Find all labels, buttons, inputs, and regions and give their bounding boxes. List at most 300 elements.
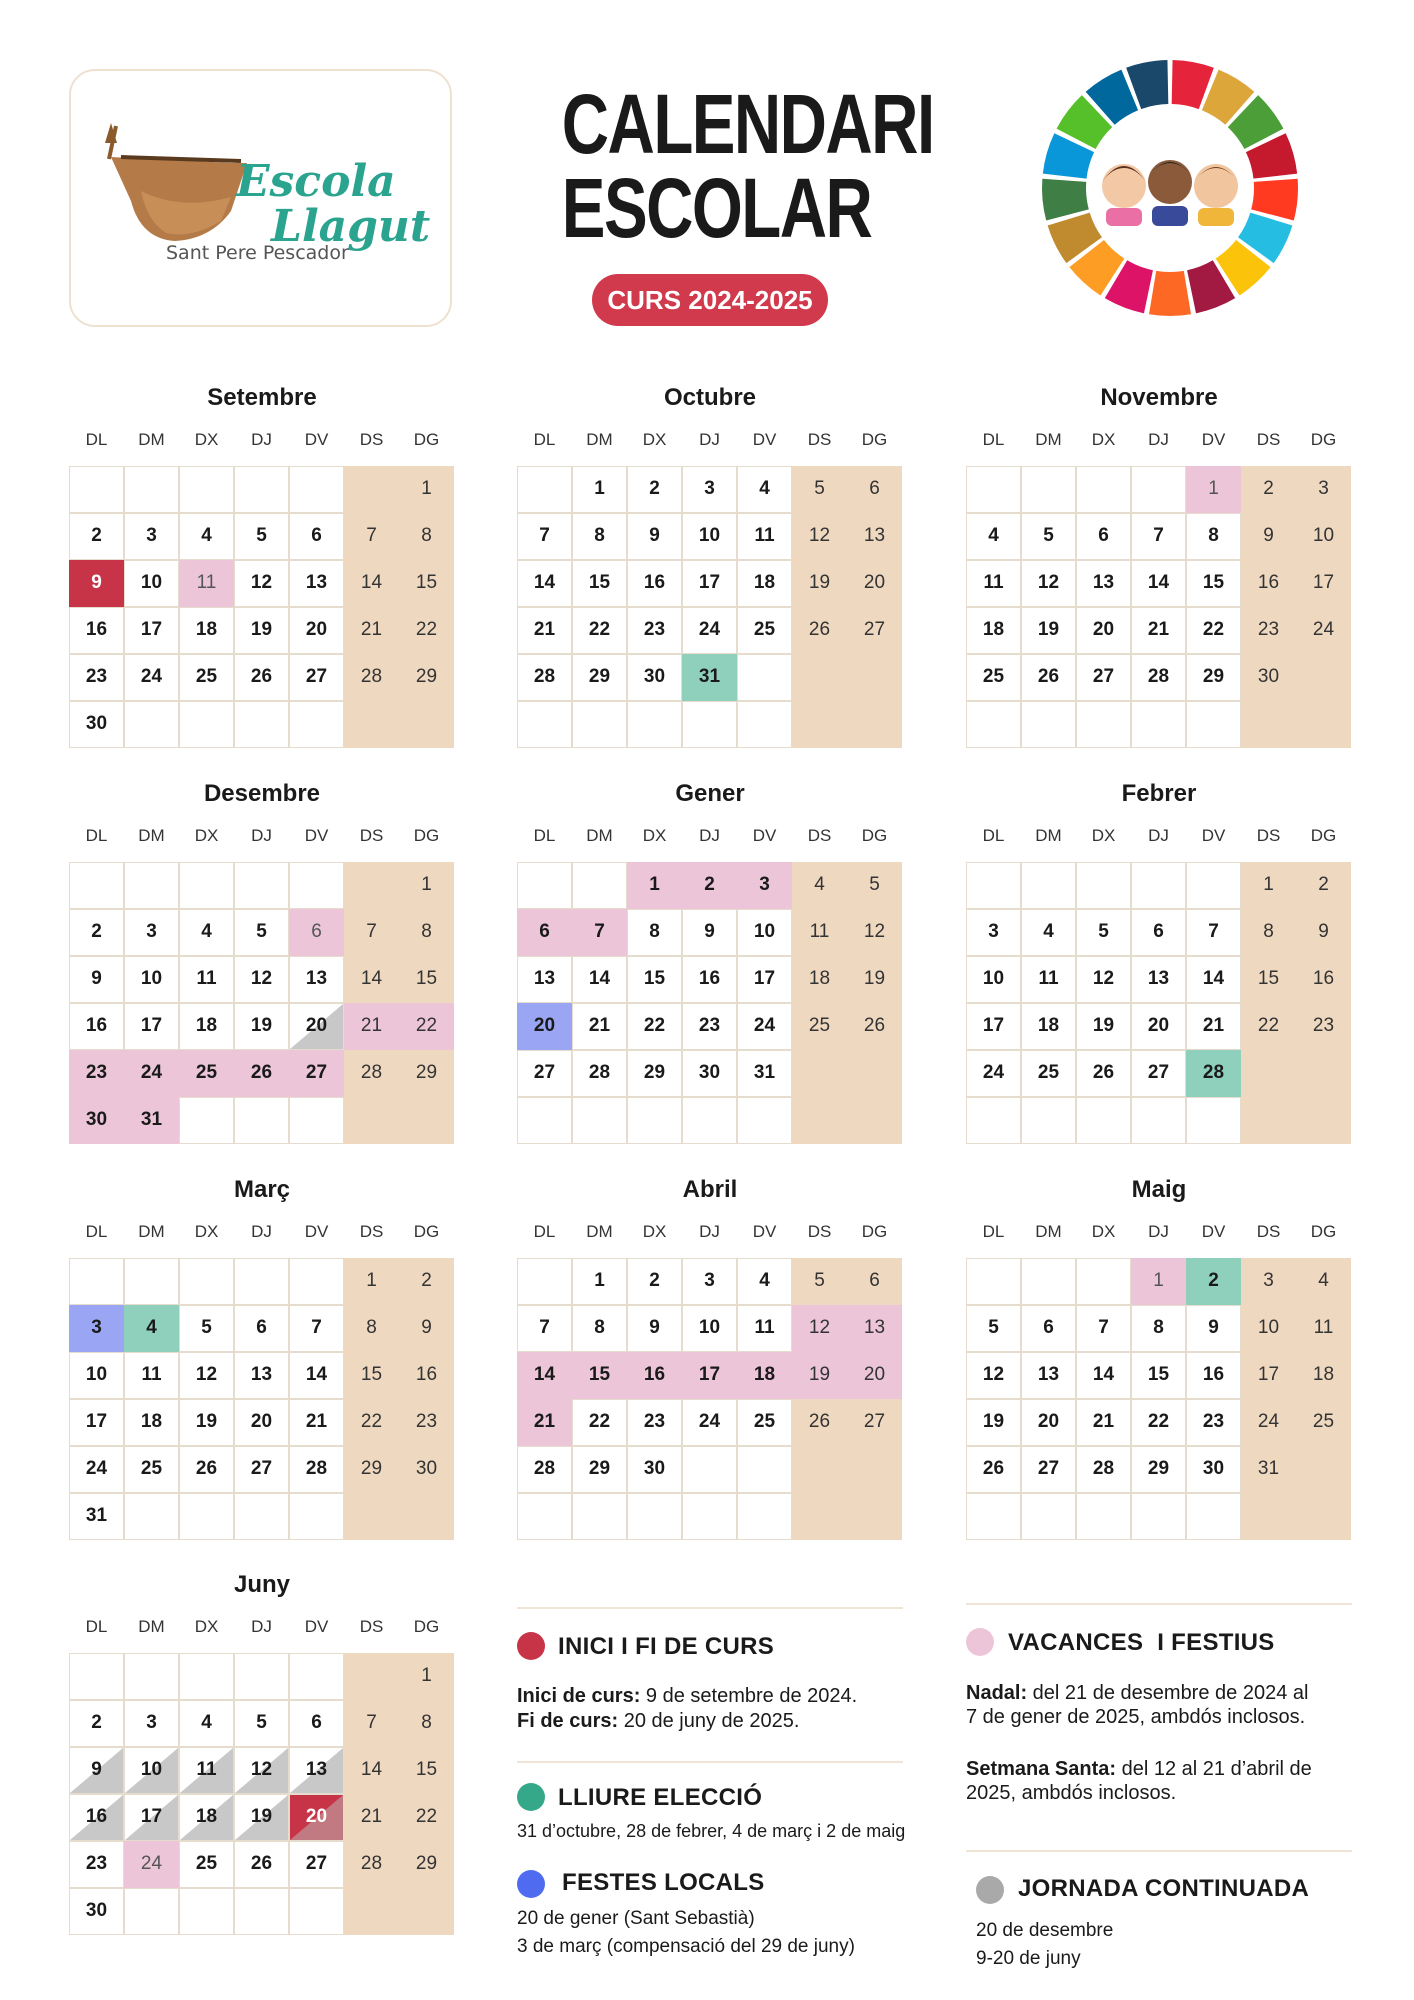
weekday-label: DM	[1035, 430, 1062, 449]
weekday-header	[69, 826, 455, 850]
day-cell	[69, 1794, 124, 1841]
day-cell	[627, 1305, 682, 1352]
day-number: 16	[1257, 572, 1280, 593]
weekday-header	[517, 1222, 903, 1246]
day-cell	[1296, 862, 1351, 909]
day-cell	[124, 1794, 179, 1841]
day-cell	[1186, 654, 1241, 701]
day-number: 16	[643, 572, 666, 593]
day-number: 12	[1092, 968, 1115, 989]
day-number: 2	[649, 478, 660, 499]
day-cell	[1021, 862, 1076, 909]
day-cell	[289, 560, 344, 607]
weekday-label: DM	[138, 826, 165, 845]
day-number: 7	[539, 1317, 550, 1338]
day-number: 17	[753, 968, 776, 989]
day-cell	[1131, 560, 1186, 607]
day-number: 10	[1312, 525, 1335, 546]
day-cell	[847, 862, 902, 909]
day-cell	[399, 1794, 454, 1841]
day-cell	[344, 1700, 399, 1747]
day-number: 2	[91, 1712, 102, 1733]
day-number: 24	[140, 1062, 163, 1083]
day-number: 17	[140, 1806, 163, 1827]
day-number: 12	[250, 1759, 273, 1780]
month-grid	[966, 862, 1352, 1144]
day-number: 14	[1202, 968, 1225, 989]
day-cell	[572, 1305, 627, 1352]
weekday-label: DS	[807, 430, 832, 449]
day-number: 31	[698, 666, 721, 687]
day-cell	[399, 1003, 454, 1050]
day-cell	[966, 607, 1021, 654]
month-title: Octubre	[663, 384, 756, 411]
weekday-label: DJ	[251, 1222, 272, 1241]
day-number: 20	[533, 1015, 556, 1036]
day-cell	[124, 1305, 179, 1352]
day-number: 4	[201, 921, 212, 942]
day-cell	[1296, 560, 1351, 607]
day-number: 24	[140, 1853, 163, 1874]
day-number: 29	[360, 1458, 383, 1479]
day-cell	[966, 909, 1021, 956]
day-number: 26	[195, 1458, 218, 1479]
day-number: 16	[1312, 968, 1335, 989]
day-cell	[234, 1097, 289, 1144]
day-cell	[682, 560, 737, 607]
day-number: 28	[1202, 1062, 1225, 1083]
weekday-label: DX	[194, 430, 219, 449]
weekday-label: DV	[1201, 430, 1226, 449]
day-number: 3	[146, 525, 157, 546]
weekday-label: DL	[982, 1222, 1005, 1241]
weekday-header	[517, 430, 903, 454]
day-number: 21	[305, 1411, 328, 1432]
day-cell	[234, 466, 289, 513]
day-cell	[124, 862, 179, 909]
day-number: 15	[588, 1364, 611, 1385]
day-cell	[966, 1446, 1021, 1493]
day-cell	[399, 1493, 454, 1540]
day-cell	[1076, 607, 1131, 654]
weekday-label: DS	[807, 1222, 832, 1241]
day-number: 23	[643, 1411, 666, 1432]
day-cell	[1296, 1446, 1351, 1493]
day-cell	[69, 701, 124, 748]
day-cell	[682, 513, 737, 560]
day-cell	[1296, 466, 1351, 513]
day-number: 28	[1092, 1458, 1115, 1479]
day-number: 5	[1098, 921, 1109, 942]
day-number: 5	[814, 478, 825, 499]
day-cell	[289, 1446, 344, 1493]
day-cell	[1186, 862, 1241, 909]
day-cell	[124, 1653, 179, 1700]
day-cell	[847, 1050, 902, 1097]
day-cell	[572, 862, 627, 909]
day-cell	[517, 466, 572, 513]
day-cell	[179, 1446, 234, 1493]
weekday-label: DL	[982, 826, 1005, 845]
day-number: 11	[809, 921, 830, 942]
day-number: 13	[1147, 968, 1170, 989]
weekday-label: DV	[1201, 826, 1226, 845]
day-number: 8	[366, 1317, 377, 1338]
day-number: 23	[643, 619, 666, 640]
day-number: 10	[982, 968, 1005, 989]
day-number: 3	[1318, 478, 1329, 499]
day-number: 8	[421, 921, 432, 942]
day-cell	[289, 1841, 344, 1888]
day-number: 9	[91, 968, 102, 989]
day-number: 26	[808, 619, 831, 640]
day-cell	[289, 1305, 344, 1352]
day-cell	[517, 1003, 572, 1050]
day-cell	[1021, 466, 1076, 513]
day-number: 14	[1147, 572, 1170, 593]
day-cell	[344, 956, 399, 1003]
day-cell	[69, 1446, 124, 1493]
day-cell	[344, 1653, 399, 1700]
day-cell	[234, 956, 289, 1003]
legend-continuous-line-1: 20 de desembre	[976, 1920, 1114, 1941]
day-cell	[344, 654, 399, 701]
day-cell	[1021, 1003, 1076, 1050]
day-number: 2	[1208, 1270, 1219, 1291]
weekday-label: DV	[1201, 1222, 1226, 1241]
day-cell	[179, 1747, 234, 1794]
day-cell	[1296, 1258, 1351, 1305]
day-number: 22	[1257, 1015, 1280, 1036]
weekday-label: DV	[304, 1222, 329, 1241]
day-cell	[1021, 701, 1076, 748]
day-number: 30	[415, 1458, 438, 1479]
day-cell	[792, 560, 847, 607]
day-number: 21	[1092, 1411, 1115, 1432]
day-number: 18	[140, 1411, 163, 1432]
weekday-label: DX	[1091, 826, 1116, 845]
day-number: 13	[533, 968, 556, 989]
day-cell	[234, 1352, 289, 1399]
day-number: 15	[588, 572, 611, 593]
day-cell	[572, 701, 627, 748]
weekday-label: DL	[982, 430, 1005, 449]
legend-free-choice-heading: LLIURE ELECCIÓ	[558, 1784, 763, 1811]
day-cell	[179, 654, 234, 701]
day-cell	[289, 1653, 344, 1700]
weekday-label: DL	[85, 430, 108, 449]
day-number: 14	[588, 968, 611, 989]
day-number: 22	[1147, 1411, 1170, 1432]
day-number: 24	[698, 1411, 721, 1432]
day-number: 27	[250, 1458, 273, 1479]
day-cell	[399, 1700, 454, 1747]
day-cell	[1186, 1399, 1241, 1446]
day-number: 15	[415, 572, 438, 593]
day-cell	[234, 654, 289, 701]
day-cell	[179, 1841, 234, 1888]
day-number: 12	[982, 1364, 1005, 1385]
day-cell	[289, 1399, 344, 1446]
day-cell	[792, 701, 847, 748]
day-cell	[124, 956, 179, 1003]
day-number: 28	[588, 1062, 611, 1083]
day-cell	[344, 1888, 399, 1935]
legend-nadal-label: Nadal:	[966, 1682, 1028, 1704]
day-cell	[627, 1097, 682, 1144]
day-number: 27	[533, 1062, 556, 1083]
day-cell	[682, 466, 737, 513]
day-number: 15	[643, 968, 666, 989]
day-cell	[682, 862, 737, 909]
weekday-label: DX	[1091, 430, 1116, 449]
day-number: 23	[85, 1853, 108, 1874]
day-number: 29	[643, 1062, 666, 1083]
day-number: 6	[311, 921, 322, 942]
day-number: 18	[195, 619, 218, 640]
day-cell	[1131, 1050, 1186, 1097]
day-cell	[572, 1446, 627, 1493]
day-cell	[517, 1352, 572, 1399]
day-number: 2	[1263, 478, 1274, 499]
day-number: 8	[421, 1712, 432, 1733]
weekday-label: DG	[861, 1222, 888, 1241]
day-number: 29	[415, 1853, 438, 1874]
course-badge: CURS 2024-2025	[592, 274, 828, 326]
day-number: 28	[360, 666, 383, 687]
day-number: 1	[649, 874, 660, 895]
day-cell	[399, 1747, 454, 1794]
day-cell	[179, 513, 234, 560]
day-cell	[1296, 909, 1351, 956]
day-number: 1	[421, 874, 432, 895]
day-number: 15	[415, 1759, 438, 1780]
day-cell	[234, 1747, 289, 1794]
day-cell	[399, 513, 454, 560]
day-cell	[737, 513, 792, 560]
day-number: 2	[421, 1270, 432, 1291]
day-cell	[69, 654, 124, 701]
day-cell	[847, 466, 902, 513]
day-number: 16	[85, 1015, 108, 1036]
day-number: 6	[869, 478, 880, 499]
day-number: 19	[808, 572, 831, 593]
day-cell	[69, 1747, 124, 1794]
day-cell	[847, 654, 902, 701]
day-cell	[234, 1493, 289, 1540]
day-number: 3	[704, 1270, 715, 1291]
day-cell	[847, 701, 902, 748]
weekday-label: DL	[533, 1222, 556, 1241]
logo-word-llagut: Llagut	[271, 201, 431, 252]
day-cell	[1131, 1097, 1186, 1144]
day-number: 7	[366, 525, 377, 546]
day-number: 10	[698, 1317, 721, 1338]
day-cell	[179, 1493, 234, 1540]
weekday-label: DS	[359, 826, 384, 845]
day-number: 19	[982, 1411, 1005, 1432]
day-cell	[966, 1050, 1021, 1097]
day-cell	[399, 607, 454, 654]
day-number: 17	[698, 572, 721, 593]
day-cell	[1186, 513, 1241, 560]
day-number: 12	[863, 921, 886, 942]
day-number: 14	[305, 1364, 328, 1385]
day-cell	[966, 1305, 1021, 1352]
day-number: 6	[1098, 525, 1109, 546]
day-cell	[289, 862, 344, 909]
day-cell	[1021, 1097, 1076, 1144]
day-cell	[1131, 513, 1186, 560]
day-cell	[737, 1446, 792, 1493]
weekday-label: DX	[194, 1222, 219, 1241]
day-number: 11	[196, 968, 217, 989]
day-cell	[792, 607, 847, 654]
day-number: 19	[250, 1806, 273, 1827]
day-number: 28	[360, 1853, 383, 1874]
day-cell	[344, 701, 399, 748]
day-number: 26	[808, 1411, 831, 1432]
day-cell	[344, 1446, 399, 1493]
day-number: 24	[140, 666, 163, 687]
day-cell	[682, 1258, 737, 1305]
day-number: 6	[869, 1270, 880, 1291]
day-number: 10	[1257, 1317, 1280, 1338]
day-number: 18	[753, 572, 776, 593]
day-number: 23	[415, 1411, 438, 1432]
day-number: 30	[643, 1458, 666, 1479]
weekday-header	[69, 1617, 455, 1641]
day-number: 11	[754, 1317, 775, 1338]
day-cell	[344, 1841, 399, 1888]
day-cell	[179, 1399, 234, 1446]
day-number: 6	[1153, 921, 1164, 942]
day-cell	[847, 1003, 902, 1050]
day-number: 3	[91, 1317, 102, 1338]
day-number: 26	[250, 1853, 273, 1874]
day-cell	[517, 1305, 572, 1352]
day-number: 19	[808, 1364, 831, 1385]
day-cell	[234, 1258, 289, 1305]
day-cell	[737, 1352, 792, 1399]
day-cell	[847, 607, 902, 654]
weekday-label: DJ	[251, 826, 272, 845]
day-cell	[344, 862, 399, 909]
day-cell	[179, 1305, 234, 1352]
day-cell	[847, 560, 902, 607]
day-number: 8	[421, 525, 432, 546]
day-number: 9	[704, 921, 715, 942]
day-number: 27	[1037, 1458, 1060, 1479]
day-cell	[1076, 1003, 1131, 1050]
day-number: 9	[91, 1759, 102, 1780]
day-number: 31	[85, 1505, 108, 1526]
day-number: 17	[140, 619, 163, 640]
day-cell	[792, 1258, 847, 1305]
local-holiday-dot-icon	[517, 1870, 545, 1898]
day-number: 2	[704, 874, 715, 895]
day-cell	[399, 1841, 454, 1888]
day-number: 8	[1263, 921, 1274, 942]
legend-continuous-heading: JORNADA CONTINUADA	[1018, 1875, 1310, 1902]
weekday-label: DS	[1256, 1222, 1281, 1241]
day-number: 29	[588, 1458, 611, 1479]
day-cell	[737, 1399, 792, 1446]
day-number: 12	[195, 1364, 218, 1385]
day-number: 17	[982, 1015, 1005, 1036]
weekday-label: DJ	[251, 1617, 272, 1636]
day-cell	[1186, 1097, 1241, 1144]
day-cell	[124, 560, 179, 607]
legend-end-label: Fi de curs:	[517, 1710, 619, 1732]
day-cell	[572, 466, 627, 513]
day-cell	[344, 1493, 399, 1540]
month-grid	[69, 466, 455, 748]
day-cell	[1131, 701, 1186, 748]
day-cell	[627, 1493, 682, 1540]
day-number: 26	[1037, 666, 1060, 687]
day-number: 6	[1043, 1317, 1054, 1338]
day-cell	[1296, 701, 1351, 748]
day-number: 2	[649, 1270, 660, 1291]
day-number: 3	[146, 921, 157, 942]
day-cell	[234, 1700, 289, 1747]
day-number: 1	[1208, 478, 1219, 499]
day-number: 15	[1257, 968, 1280, 989]
day-cell	[1241, 560, 1296, 607]
day-cell	[289, 956, 344, 1003]
day-cell	[1241, 607, 1296, 654]
day-number: 15	[1147, 1364, 1170, 1385]
legend-end-value: 20 de juny de 2025.	[618, 1710, 800, 1732]
weekday-label: DX	[642, 826, 667, 845]
day-number: 22	[643, 1015, 666, 1036]
month-title: Març	[233, 1176, 291, 1203]
day-number: 28	[1147, 666, 1170, 687]
day-number: 28	[533, 1458, 556, 1479]
day-number: 4	[759, 478, 770, 499]
day-number: 12	[250, 572, 273, 593]
day-number: 26	[250, 666, 273, 687]
day-number: 26	[982, 1458, 1005, 1479]
day-cell	[399, 1097, 454, 1144]
day-number: 29	[415, 666, 438, 687]
day-cell	[69, 1841, 124, 1888]
day-cell	[792, 1493, 847, 1540]
day-cell	[399, 1888, 454, 1935]
month-grid	[966, 466, 1352, 748]
day-number: 25	[808, 1015, 831, 1036]
day-cell	[792, 466, 847, 513]
day-number: 8	[1153, 1317, 1164, 1338]
day-number: 3	[1263, 1270, 1274, 1291]
day-number: 29	[588, 666, 611, 687]
legend-start-label: Inici de curs:	[517, 1685, 641, 1707]
day-cell	[1076, 909, 1131, 956]
day-cell	[1076, 1097, 1131, 1144]
day-number: 4	[201, 525, 212, 546]
day-cell	[966, 956, 1021, 1003]
weekday-label: DM	[586, 430, 613, 449]
day-number: 11	[196, 572, 217, 593]
day-number: 10	[753, 921, 776, 942]
day-number: 11	[1313, 1317, 1334, 1338]
day-cell	[792, 1305, 847, 1352]
day-number: 25	[140, 1458, 163, 1479]
day-cell	[399, 862, 454, 909]
day-cell	[737, 956, 792, 1003]
weekday-label: DJ	[1148, 1222, 1169, 1241]
